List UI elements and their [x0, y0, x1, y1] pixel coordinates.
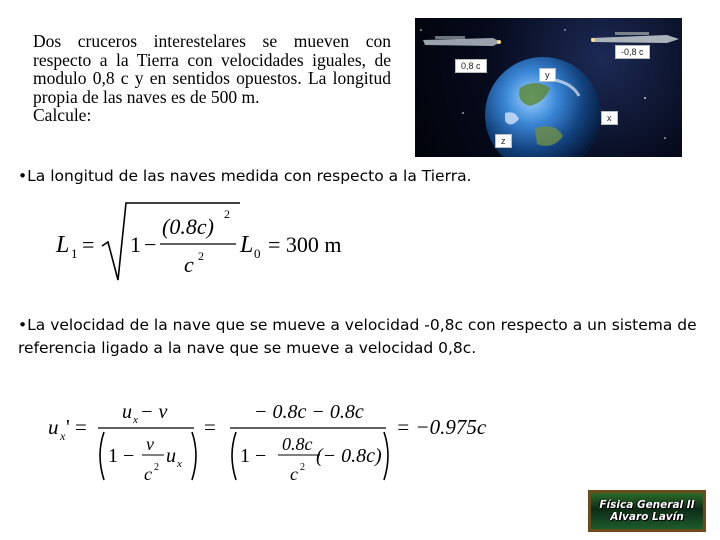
eq2-num1-rest: − v — [140, 401, 168, 423]
problem-statement — [33, 32, 391, 125]
eq2-lhs: u — [48, 415, 59, 439]
eq2-den1-v: v — [146, 434, 154, 454]
eq2-den2-c-exp: 2 — [300, 462, 305, 473]
svg-text:=: = — [82, 232, 95, 257]
eq1-lhs-sub: 1 — [71, 246, 78, 261]
eq2-den2-one: 1 − — [240, 445, 267, 467]
eq2-result: = −0.975c — [396, 415, 487, 439]
equation-1-graphic — [52, 198, 382, 284]
equation-length-contraction — [52, 198, 382, 289]
y-axis-label: y — [539, 68, 556, 82]
eq2-den1-u: u — [166, 445, 176, 467]
eq1-numerator: (0.8c) — [162, 214, 214, 239]
problem-text: Dos cruceros interestelares se mueven con respecto a la Tierra con velocidades iguales, de modulo 0,8 c y en sentidos opuestos. La longitud propia de las naves es de 500 m. — [33, 31, 391, 107]
eq2-den2-num: 0.8c — [282, 434, 313, 454]
z-axis-label: z — [495, 134, 512, 148]
badge-course-name: Física General II — [599, 499, 695, 511]
equation-velocity-transformation — [46, 392, 516, 495]
earth-ships-figure — [415, 18, 682, 157]
eq2-den1-c-exp: 2 — [154, 462, 159, 473]
eq2-prime-eq: ' = — [66, 415, 87, 439]
badge-author-name: Alvaro Lavín — [610, 511, 684, 523]
eq2-den2-c: c — [290, 464, 298, 484]
eq2-den1-u-sub: x — [177, 458, 182, 470]
eq1-one: 1 — [130, 232, 141, 257]
eq2-num1-sub: x — [133, 414, 138, 426]
earth-illustration — [415, 18, 682, 157]
ship-b-velocity-label: -0,8 c — [615, 45, 650, 59]
eq1-den-exponent: 2 — [198, 249, 204, 263]
ship-right — [591, 32, 679, 43]
calc-label: Calcule: — [33, 105, 92, 125]
eq2-den1-c: c — [144, 464, 152, 484]
eq1-result: = 300 m — [268, 232, 342, 257]
eq1-l0: L — [240, 232, 254, 258]
equation-2-graphic — [46, 392, 516, 490]
eq1-lhs: L — [56, 232, 70, 258]
eq2-num1-u: u — [122, 401, 132, 423]
eq1-denominator: c — [184, 252, 194, 277]
eq2-num2: − 0.8c − 0.8c — [254, 401, 364, 423]
x-axis-label: x — [601, 111, 618, 125]
ship-a-velocity-label: 0,8 c — [455, 59, 487, 73]
course-badge — [588, 490, 706, 532]
eq1-l0-sub: 0 — [254, 246, 261, 261]
eq1-minus: − — [144, 232, 157, 257]
eq2-den2-paren: (− 0.8c) — [316, 445, 382, 467]
eq2-lhs-sub: x — [60, 429, 66, 443]
eq2-den1-one: 1 − — [108, 445, 135, 467]
ship-left — [423, 36, 501, 46]
eq1-num-exponent: 2 — [224, 207, 230, 221]
question-2: •La velocidad de la nave que se mueve a velocidad -0,8c con respecto a un sistema de referencia ligado a la nave que se mueve a velocidad 0,8c. — [18, 316, 697, 357]
eq2-equals: = — [204, 415, 216, 439]
question-1: •La longitud de las naves medida con respecto a la Tierra. — [18, 167, 472, 185]
